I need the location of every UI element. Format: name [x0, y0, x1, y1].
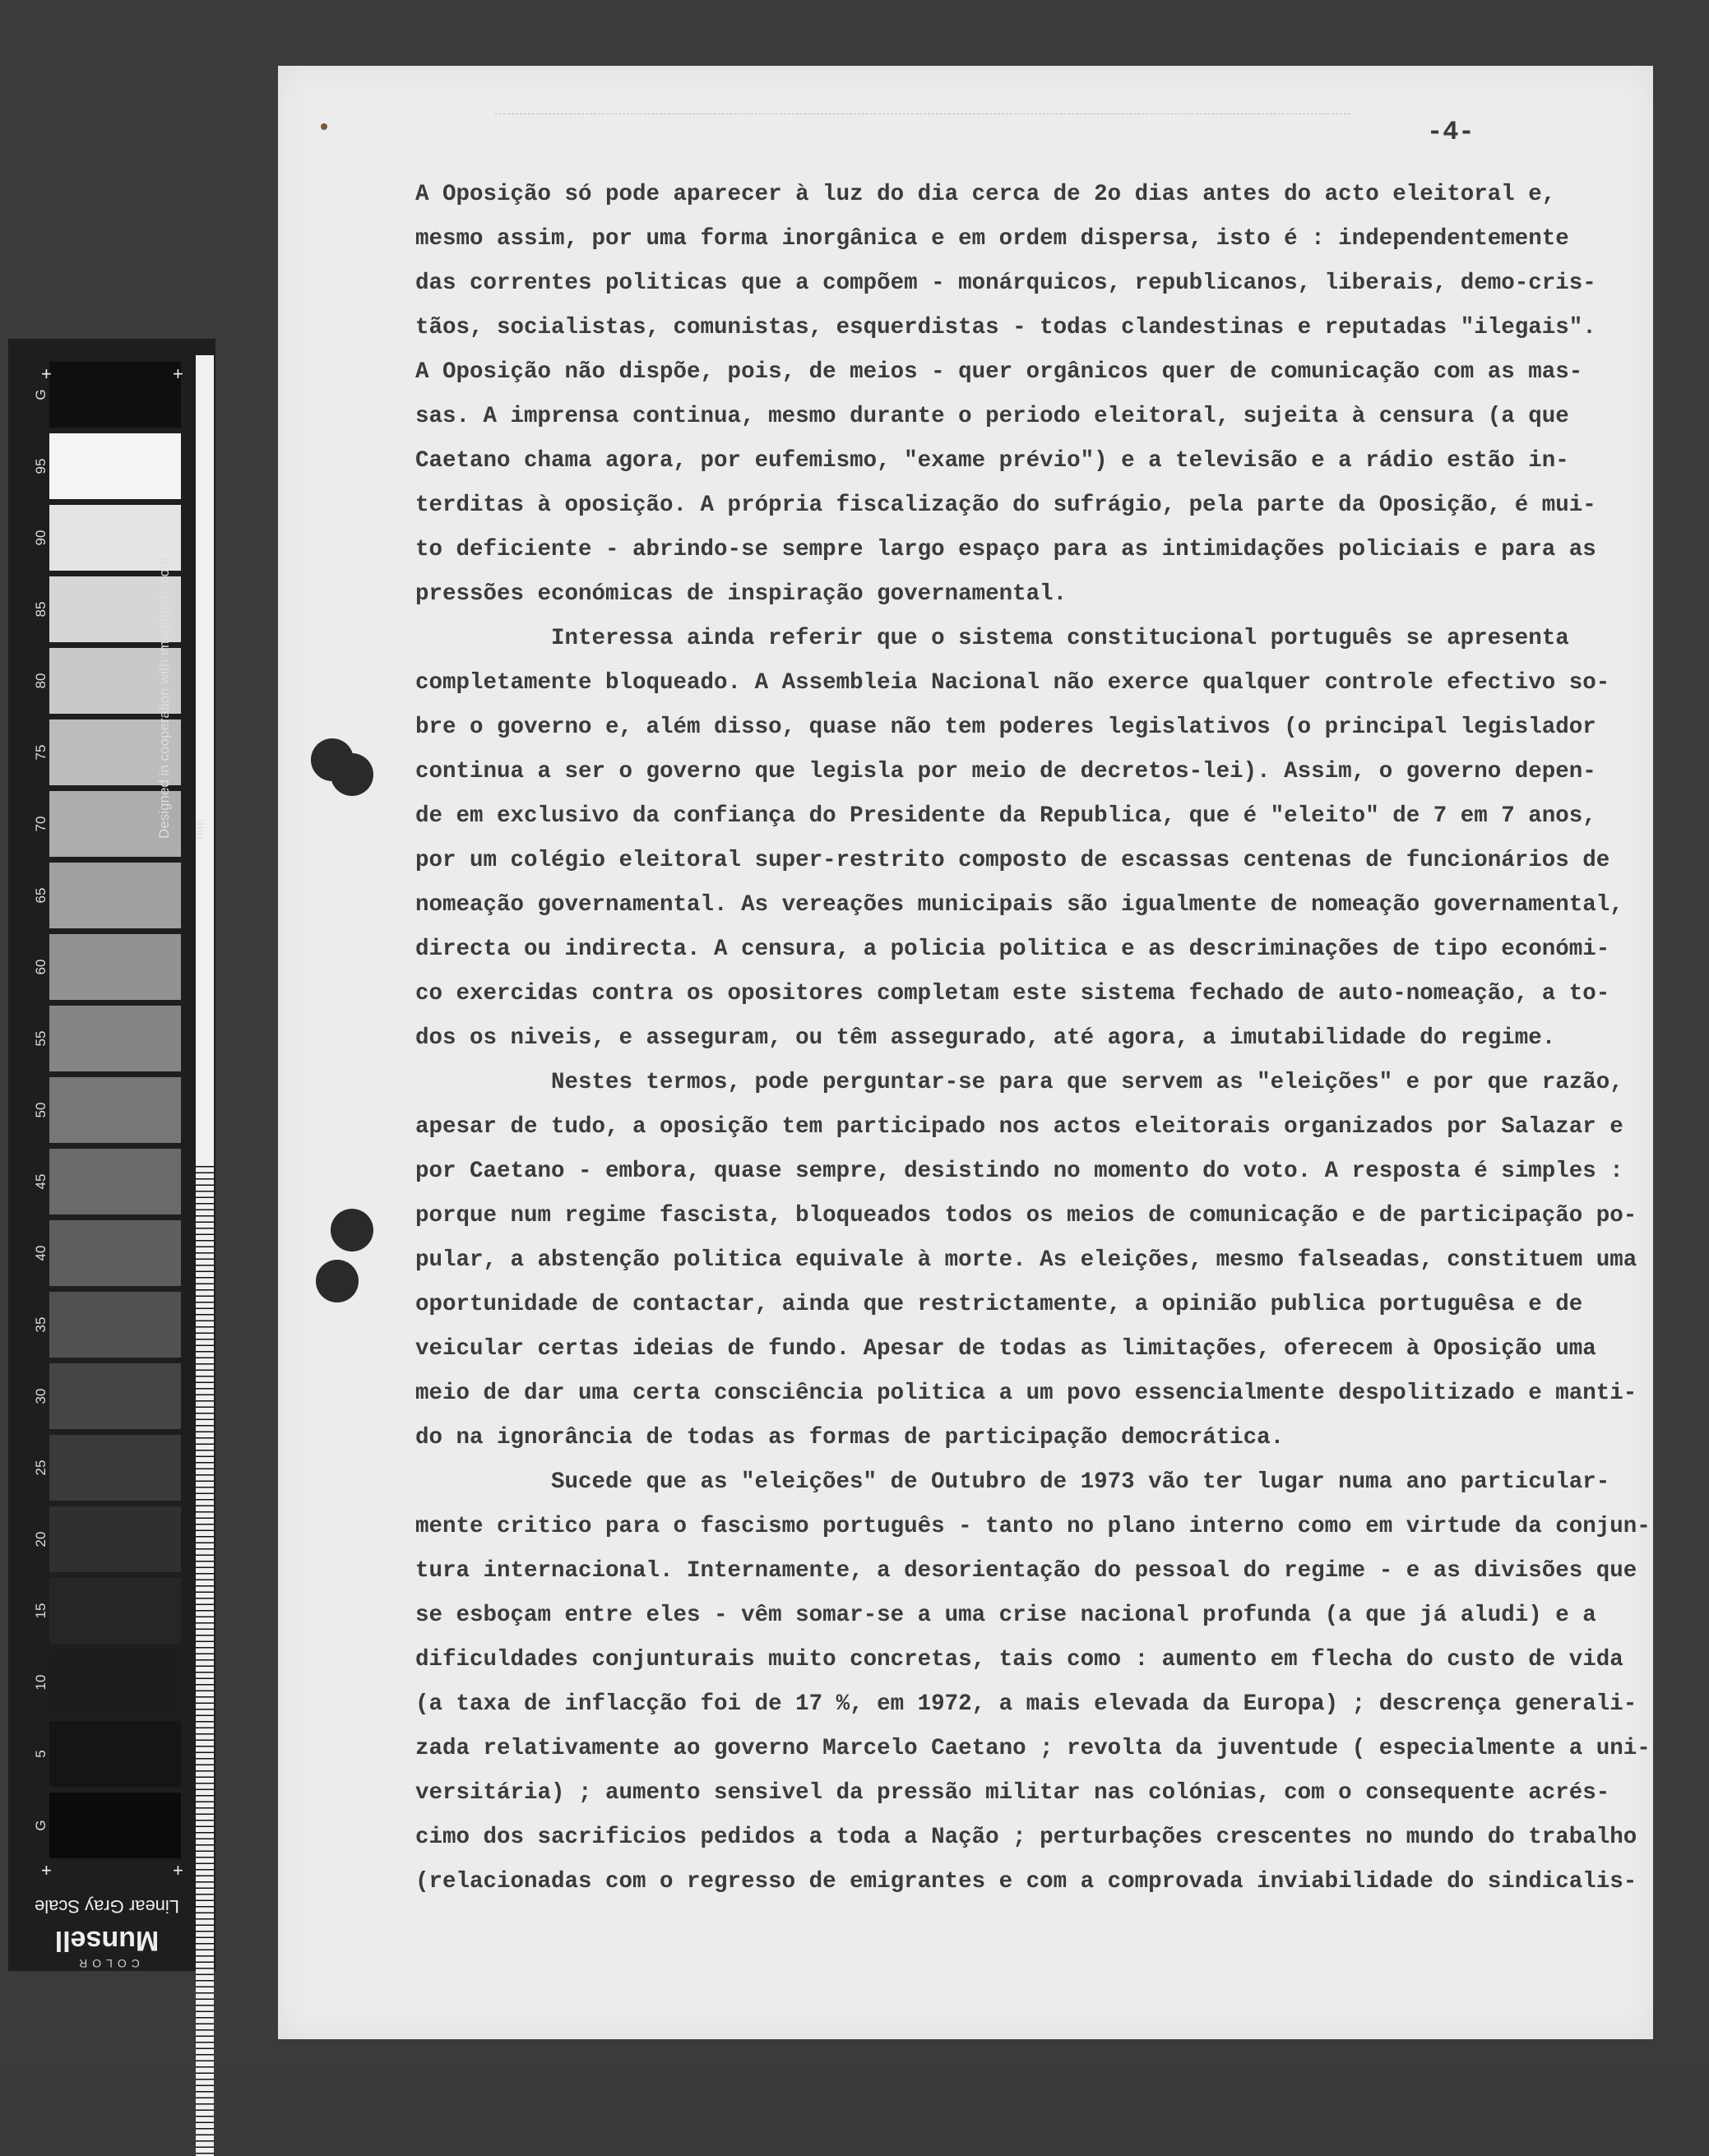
gray-swatch — [49, 1220, 181, 1286]
text-line: (a taxa de inflacção foi de 17 %, em 1972, a mais elevada da Europa) ; descrença generali- — [415, 1691, 1637, 1717]
gray-swatch — [49, 1006, 181, 1071]
swatch-label: 10 — [33, 1674, 49, 1691]
swatch-label: 15 — [33, 1603, 49, 1619]
swatch-label: 50 — [33, 1102, 49, 1118]
text-line: cimo dos sacrificios pedidos a toda a Nação ; perturbações crescentes no mundo do trabalho — [415, 1825, 1637, 1850]
text-line: nomeação governamental. As vereações municipais são igualmente de nomeação governamental, — [415, 892, 1623, 918]
text-line: directa ou indirecta. A censura, a policia politica e as descriminações de tipo económi- — [415, 937, 1610, 962]
text-line: Nestes termos, pode perguntar-se para que servem as "eleições" e por que razão, — [551, 1070, 1623, 1095]
paragraph — [415, 1460, 1651, 1904]
text-line: tãos, socialistas, comunistas, esquerdistas - todas clandestinas e reputadas "ilegais". — [415, 315, 1596, 340]
paragraph — [415, 173, 1616, 617]
text-line: das correntes politicas que a compõem - monárquicos, republicanos, liberais, demo-cris- — [415, 271, 1596, 296]
text-line: continua a ser o governo que legisla por meio de decretos-lei). Assim, o governo depen- — [415, 759, 1596, 784]
text-line: veicular certas ideias de fundo. Apesar de todas as limitações, oferecem à Oposição uma — [415, 1336, 1596, 1362]
text-line: dificuldades conjunturais muito concretas, tais como : aumento em flecha do custo de vida — [415, 1647, 1623, 1673]
text-line: oportunidade de contactar, ainda que restrictamente, a opinião publica portuguêsa e de — [415, 1292, 1583, 1317]
swatch-label: 20 — [33, 1531, 49, 1548]
paragraph — [415, 1061, 1637, 1460]
text-line: se esboçam entre eles - vêm somar-se a uma crise nacional profunda (a que já aludi) e a — [415, 1603, 1596, 1628]
gray-swatch — [49, 1721, 181, 1787]
plus-mark: + — [41, 1860, 52, 1881]
gray-swatch — [49, 1363, 181, 1429]
swatch-label: 45 — [33, 1173, 49, 1190]
swatch-label: 95 — [33, 458, 49, 474]
text-line: apesar de tudo, a oposição tem participado nos actos eleitorais organizados por Salazar e — [415, 1114, 1623, 1140]
text-line: completamente bloqueado. A Assembleia Nacional não exerce qualquer controle efectivo so- — [415, 670, 1610, 696]
text-line: meio de dar uma certa consciência politica a um povo essencialmente despolitizado e manti- — [415, 1381, 1637, 1406]
scale-credit: Designed in cooperation with imagingetc.com — [156, 557, 172, 839]
swatch-label: 25 — [33, 1460, 49, 1476]
gray-scale-card — [8, 339, 215, 1971]
text-line: A Oposição não dispõe, pois, de meios - quer orgânicos quer de comunicação com as mas- — [415, 359, 1583, 385]
punch-hole — [331, 753, 373, 796]
brand-logo: Munsell — [54, 1925, 160, 1956]
swatch-label: 40 — [33, 1245, 49, 1261]
swatch-label: 30 — [33, 1388, 49, 1404]
gray-swatch — [49, 1077, 181, 1143]
gray-swatch — [49, 1506, 181, 1572]
page-number: -4- — [1427, 117, 1475, 147]
paragraph — [415, 617, 1623, 1061]
text-line: por Caetano - embora, quase sempre, desistindo no momento do voto. A resposta é simples : — [415, 1159, 1623, 1184]
text-line: por um colégio eleitoral super-restrito composto de escassas centenas de funcionários de — [415, 848, 1610, 873]
gray-swatch — [49, 1435, 181, 1501]
gray-swatch — [49, 362, 181, 428]
swatch-label: 75 — [33, 744, 49, 761]
gray-swatch — [49, 1649, 181, 1715]
text-line: tura internacional. Internamente, a desorientação do pessoal do regime - e as divisões que — [415, 1558, 1637, 1584]
scale-title: Linear Gray Scale — [34, 1896, 180, 1917]
plus-mark: + — [173, 363, 183, 384]
text-line: sas. A imprensa continua, mesmo durante o periodo eleitoral, sujeita à censura (a que — [415, 404, 1569, 429]
text-line: pressões económicas de inspiração governamental. — [415, 581, 1068, 607]
top-rule — [495, 113, 1350, 114]
text-line: versitária) ; aumento sensivel da pressão militar nas colónias, com o consequente acrés- — [415, 1780, 1610, 1806]
gray-swatch — [49, 1578, 181, 1644]
punch-hole — [331, 1209, 373, 1251]
unit-label: mm — [192, 819, 206, 840]
paper-speck — [321, 123, 327, 130]
gray-swatch — [49, 863, 181, 928]
swatch-label: 55 — [33, 1030, 49, 1047]
text-line: (relacionadas com o regresso de emigrantes e com a comprovada inviabilidade do sindicalis- — [415, 1869, 1637, 1895]
text-line: to deficiente - abrindo-se sempre largo espaço para as intimidações policiais e para as — [415, 537, 1596, 562]
text-line: mesmo assim, por uma forma inorgânica e em ordem dispersa, isto é : independentemente — [415, 226, 1569, 252]
gray-swatch — [49, 1793, 181, 1858]
text-line: Sucede que as "eleições" de Outubro de 1973 vão ter lugar numa ano particular- — [551, 1469, 1610, 1495]
text-line: do na ignorância de todas as formas de participação democrática. — [415, 1425, 1285, 1450]
text-line: Caetano chama agora, por eufemismo, "exame prévio") e a televisão e a rádio estão in- — [415, 448, 1569, 474]
text-line: dos os niveis, e asseguram, ou têm assegurado, até agora, a imutabilidade do regime. — [415, 1025, 1556, 1051]
ruler-ticks — [196, 1161, 214, 2156]
swatch-label: 60 — [33, 959, 49, 975]
text-line: porque num regime fascista, bloqueados todos os meios de comunicação e de participação po- — [415, 1203, 1637, 1228]
brand-sub: COLOR — [74, 1957, 140, 1970]
text-line: terditas à oposição. A própria fiscalização do sufrágio, pela parte da Oposição, é mui- — [415, 493, 1596, 518]
swatch-label: G — [33, 1820, 49, 1831]
typed-text-body — [415, 173, 1651, 1904]
swatch-label: 80 — [33, 673, 49, 689]
gray-swatch — [49, 1149, 181, 1214]
gray-swatch — [49, 934, 181, 1000]
swatch-label: 35 — [33, 1316, 49, 1333]
text-line: A Oposição só pode aparecer à luz do dia cerca de 2o dias antes do acto eleitoral e, — [415, 182, 1556, 207]
text-line: de em exclusivo da confiança do Presidente da Republica, que é "eleito" de 7 em 7 anos, — [415, 803, 1596, 829]
text-line: pular, a abstenção politica equivale à morte. As eleições, mesmo falseadas, constituem uma — [415, 1247, 1637, 1273]
plus-mark: + — [41, 363, 52, 384]
text-line: bre o governo e, além disso, quase não tem poderes legislativos (o principal legislador — [415, 715, 1596, 740]
punch-hole — [316, 1260, 359, 1302]
text-line: co exercidas contra os opositores completam este sistema fechado de auto-nomeação, a to- — [415, 981, 1610, 1006]
swatch-label: 65 — [33, 887, 49, 904]
swatch-label: 90 — [33, 530, 49, 546]
swatch-label: G — [33, 389, 49, 400]
swatch-label: 70 — [33, 816, 49, 832]
swatch-label: 85 — [33, 601, 49, 618]
text-line: zada relativamente ao governo Marcelo Caetano ; revolta da juventude ( especialmente a uni- — [415, 1736, 1651, 1761]
gray-swatch — [49, 1292, 181, 1358]
swatch-label: 5 — [33, 1750, 49, 1758]
plus-mark: + — [173, 1860, 183, 1881]
text-line: Interessa ainda referir que o sistema constitucional português se apresenta — [551, 626, 1569, 651]
text-line: mente critico para o fascismo português - tanto no plano interno como em virtude da conjun- — [415, 1514, 1651, 1539]
